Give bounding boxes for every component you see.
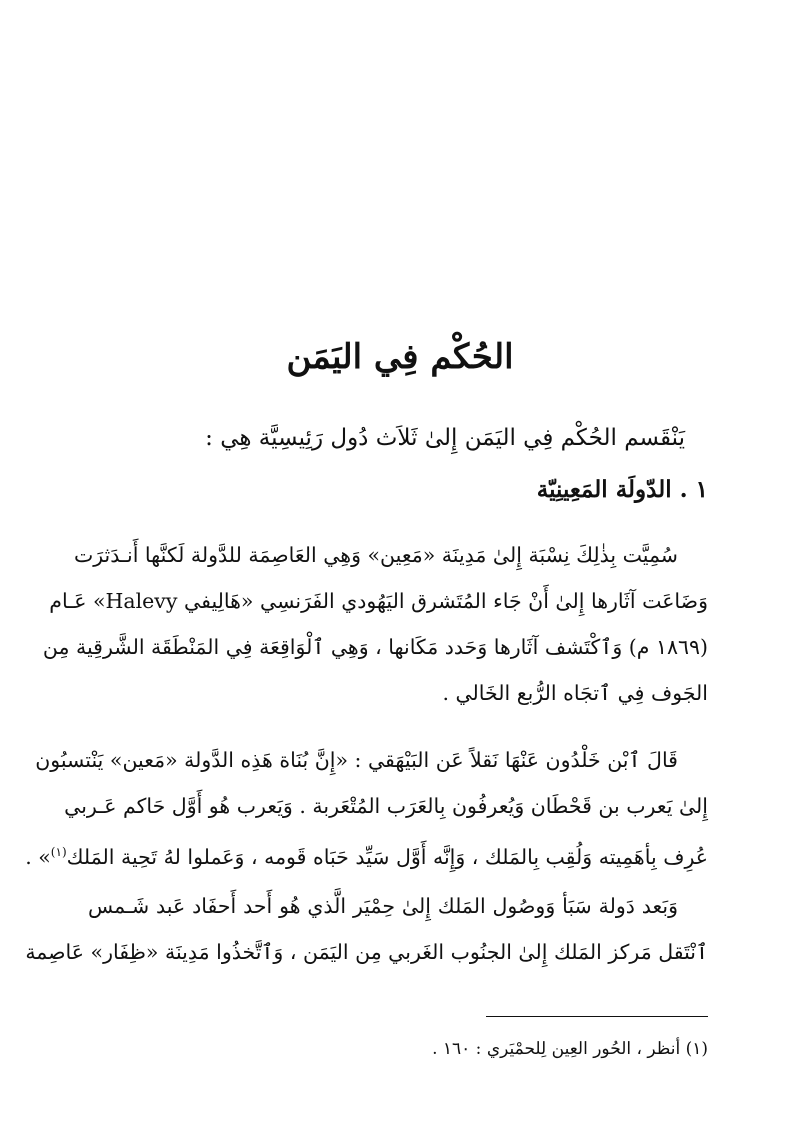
text-line: سُمِيَّت بِذٰلِكَ نِسْبَة إِلىٰ مَدِينَة «مَعِين» وَهِي العَاصِمَة للدَّولة لَكنَّها أَنـدَثرَت (73, 543, 678, 567)
footnote-marker: (١) (685, 1039, 708, 1059)
paragraph-3 (25, 883, 708, 975)
footnote-divider (486, 1016, 708, 1017)
text-line-with-footnote (25, 829, 708, 875)
text-line: قَالَ ٱبْن خَلْدُون عَنْهَا نَقلاً عَن البَيْهَقي : «إِنَّ بُنَاة هَذِه الدَّولة «مَعين» يَنْتسبُون (35, 748, 678, 772)
text-line: عُرِف بِأهَمِيته وَلُقِب بِالمَلك ، وَإِنَّه أَوَّل سَيِّد حَبَاه قَومه ، وَعَملوا لهُ تَحِية المَلك (66, 844, 708, 869)
footnote (88, 1034, 708, 1064)
text-line: (١٨٦٩ م) وَٱكْتَشف آثَارها وَحَدد مَكَانها ، وَهِي ٱلْوَاقِعَة فِي المَنْطَقَة الشَّرقِية مِن (42, 635, 708, 659)
text-line: الجَوف فِي ٱتجَاه الرُّبع الخَالي . (442, 681, 708, 705)
text-line: وَضَاعَت آثَارها إِلىٰ أَنْ جَاء المُتَشرق اليَهُودي الفَرَنسِي «هَالِيفي Halevy» عَـام (49, 589, 708, 613)
footnote-reference[interactable]: (١) (50, 845, 67, 859)
text-line: ٱنْتَقل مَركز المَلك إِلىٰ الجنُوب الغَربي مِن اليَمَن ، وَٱتَّخذُوا مَدِينَة «ظِفَار» عَاصِمة (25, 940, 708, 964)
text-line: إِلىٰ يَعرب بن قَحْطَان وَيُعرفُون بِالعَرَب المُتْعَربة . وَيَعرب هُو أَوَّل حَاكم عَـربي (64, 794, 708, 818)
chapter-title: الحُكْم فِي اليَمَن (286, 337, 514, 377)
footnote-text: أنظر ، الحُور العِين لِلحمْيَري : ١٦٠ . (432, 1039, 681, 1059)
paragraph-2 (25, 737, 708, 875)
text-line: وَبَعد دَولة سَبَأ وَوصُول المَلك إِلىٰ حِمْيَر الَّذي هُو أَحد أَحفَاد عَبد شَـمس (88, 894, 678, 918)
intro-sentence: يَنْقَسم الحُكْم فِي اليَمَن إِلىٰ ثَلاَث دُول رَئِيسِيَّة هِي : (205, 425, 685, 451)
quote-close: » . (25, 844, 51, 869)
paragraph-1 (42, 532, 708, 716)
section-heading: ١ . الدّولَة المَعِينِيّة (536, 476, 708, 503)
